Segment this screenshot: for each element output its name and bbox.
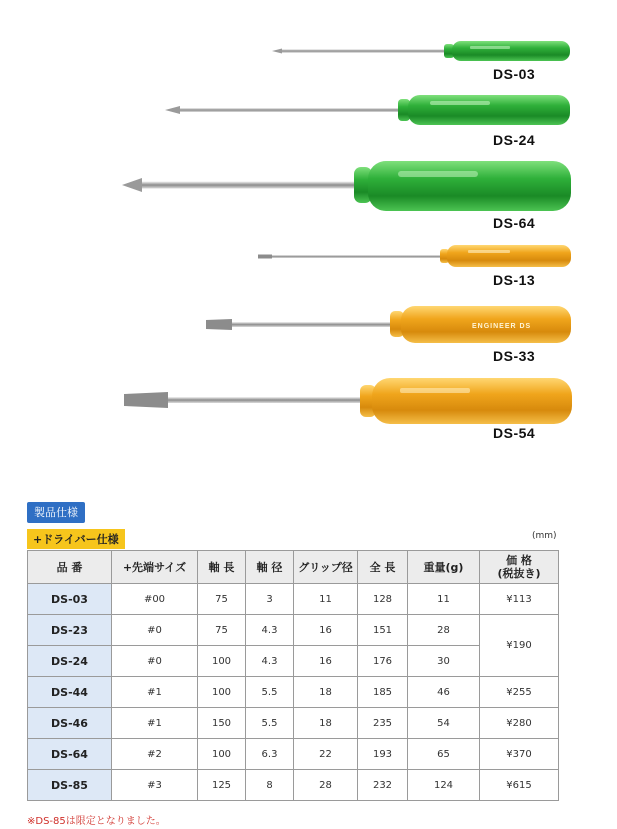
header-tip-size: +先端サイズ bbox=[112, 551, 198, 584]
product-label-ds-03: DS-03 bbox=[493, 66, 536, 82]
cell-shaft-length: 75 bbox=[198, 584, 246, 615]
screwdriver-ds-54 bbox=[124, 378, 572, 424]
cell-price: ¥190 bbox=[480, 615, 559, 677]
cell-total-length: 235 bbox=[358, 708, 408, 739]
header-total-length: 全 長 bbox=[358, 551, 408, 584]
table-row bbox=[28, 677, 559, 708]
cell-weight: 28 bbox=[408, 615, 480, 646]
cell-grip-dia: 16 bbox=[294, 646, 358, 677]
table-row bbox=[28, 584, 559, 615]
cell-shaft-length: 100 bbox=[198, 646, 246, 677]
product-label-ds-13: DS-13 bbox=[493, 272, 536, 288]
cell-tip: #1 bbox=[112, 708, 198, 739]
screwdriver-ds-33 bbox=[206, 306, 571, 343]
cell-shaft-dia: 5.5 bbox=[246, 677, 294, 708]
cell-grip-dia: 28 bbox=[294, 770, 358, 801]
product-label-ds-24: DS-24 bbox=[493, 132, 536, 148]
cell-grip-dia: 11 bbox=[294, 584, 358, 615]
cell-total-length: 151 bbox=[358, 615, 408, 646]
cell-shaft-dia: 5.5 bbox=[246, 708, 294, 739]
header-shaft-diameter: 軸 径 bbox=[246, 551, 294, 584]
unit-label: (mm) bbox=[532, 531, 557, 541]
product-label-ds-33: DS-33 bbox=[493, 348, 536, 364]
cell-shaft-dia: 4.3 bbox=[246, 615, 294, 646]
cell-price: ¥255 bbox=[480, 677, 559, 708]
cell-model: DS-44 bbox=[28, 677, 112, 708]
cell-weight: 30 bbox=[408, 646, 480, 677]
cell-shaft-length: 100 bbox=[198, 677, 246, 708]
cell-weight: 54 bbox=[408, 708, 480, 739]
cell-weight: 65 bbox=[408, 739, 480, 770]
cell-total-length: 193 bbox=[358, 739, 408, 770]
cell-shaft-length: 150 bbox=[198, 708, 246, 739]
cell-tip: #00 bbox=[112, 584, 198, 615]
table-row bbox=[28, 770, 559, 801]
cell-price: ¥280 bbox=[480, 708, 559, 739]
header-model: 品 番 bbox=[28, 551, 112, 584]
cell-shaft-dia: 6.3 bbox=[246, 739, 294, 770]
product-label-ds-64: DS-64 bbox=[493, 215, 536, 231]
cell-weight: 11 bbox=[408, 584, 480, 615]
cell-tip: #1 bbox=[112, 677, 198, 708]
cell-weight: 46 bbox=[408, 677, 480, 708]
cell-shaft-dia: 3 bbox=[246, 584, 294, 615]
cell-tip: #2 bbox=[112, 739, 198, 770]
screwdriver-ds-64 bbox=[122, 161, 571, 211]
cell-weight: 124 bbox=[408, 770, 480, 801]
cell-model: DS-24 bbox=[28, 646, 112, 677]
cell-tip: #0 bbox=[112, 646, 198, 677]
cell-total-length: 185 bbox=[358, 677, 408, 708]
table-row bbox=[28, 739, 559, 770]
screwdriver-ds-24 bbox=[165, 95, 570, 125]
cell-grip-dia: 18 bbox=[294, 708, 358, 739]
cell-model: DS-46 bbox=[28, 708, 112, 739]
table-row bbox=[28, 646, 559, 677]
cell-tip: #0 bbox=[112, 615, 198, 646]
cell-shaft-length: 125 bbox=[198, 770, 246, 801]
spec-table bbox=[27, 550, 559, 801]
cell-model: DS-23 bbox=[28, 615, 112, 646]
cell-price: ¥113 bbox=[480, 584, 559, 615]
header-weight: 重量(g) bbox=[408, 551, 480, 584]
cell-shaft-length: 75 bbox=[198, 615, 246, 646]
cell-model: DS-85 bbox=[28, 770, 112, 801]
cell-price: ¥615 bbox=[480, 770, 559, 801]
cell-model: DS-64 bbox=[28, 739, 112, 770]
footnote: ※DS-85は限定となりました。 bbox=[27, 816, 166, 827]
product-label-ds-54: DS-54 bbox=[493, 425, 536, 441]
table-header-row bbox=[28, 551, 559, 584]
cell-grip-dia: 22 bbox=[294, 739, 358, 770]
section-badge: 製品仕様 bbox=[27, 502, 85, 523]
header-shaft-length: 軸 長 bbox=[198, 551, 246, 584]
cell-total-length: 232 bbox=[358, 770, 408, 801]
handle-engraving: ENGINEER DS bbox=[472, 323, 532, 330]
cell-grip-dia: 16 bbox=[294, 615, 358, 646]
cell-total-length: 128 bbox=[358, 584, 408, 615]
cell-price: ¥370 bbox=[480, 739, 559, 770]
screwdriver-ds-03 bbox=[272, 41, 570, 61]
cell-model: DS-03 bbox=[28, 584, 112, 615]
header-price: 価 格 (税抜き) bbox=[480, 551, 559, 584]
spec-subheading: +ドライバー仕様 bbox=[27, 529, 125, 549]
table-row bbox=[28, 615, 559, 646]
cell-shaft-dia: 4.3 bbox=[246, 646, 294, 677]
cell-shaft-dia: 8 bbox=[246, 770, 294, 801]
cell-shaft-length: 100 bbox=[198, 739, 246, 770]
cell-total-length: 176 bbox=[358, 646, 408, 677]
cell-tip: #3 bbox=[112, 770, 198, 801]
header-grip-diameter: グリップ径 bbox=[294, 551, 358, 584]
cell-grip-dia: 18 bbox=[294, 677, 358, 708]
table-row bbox=[28, 708, 559, 739]
screwdriver-ds-13 bbox=[258, 245, 571, 267]
